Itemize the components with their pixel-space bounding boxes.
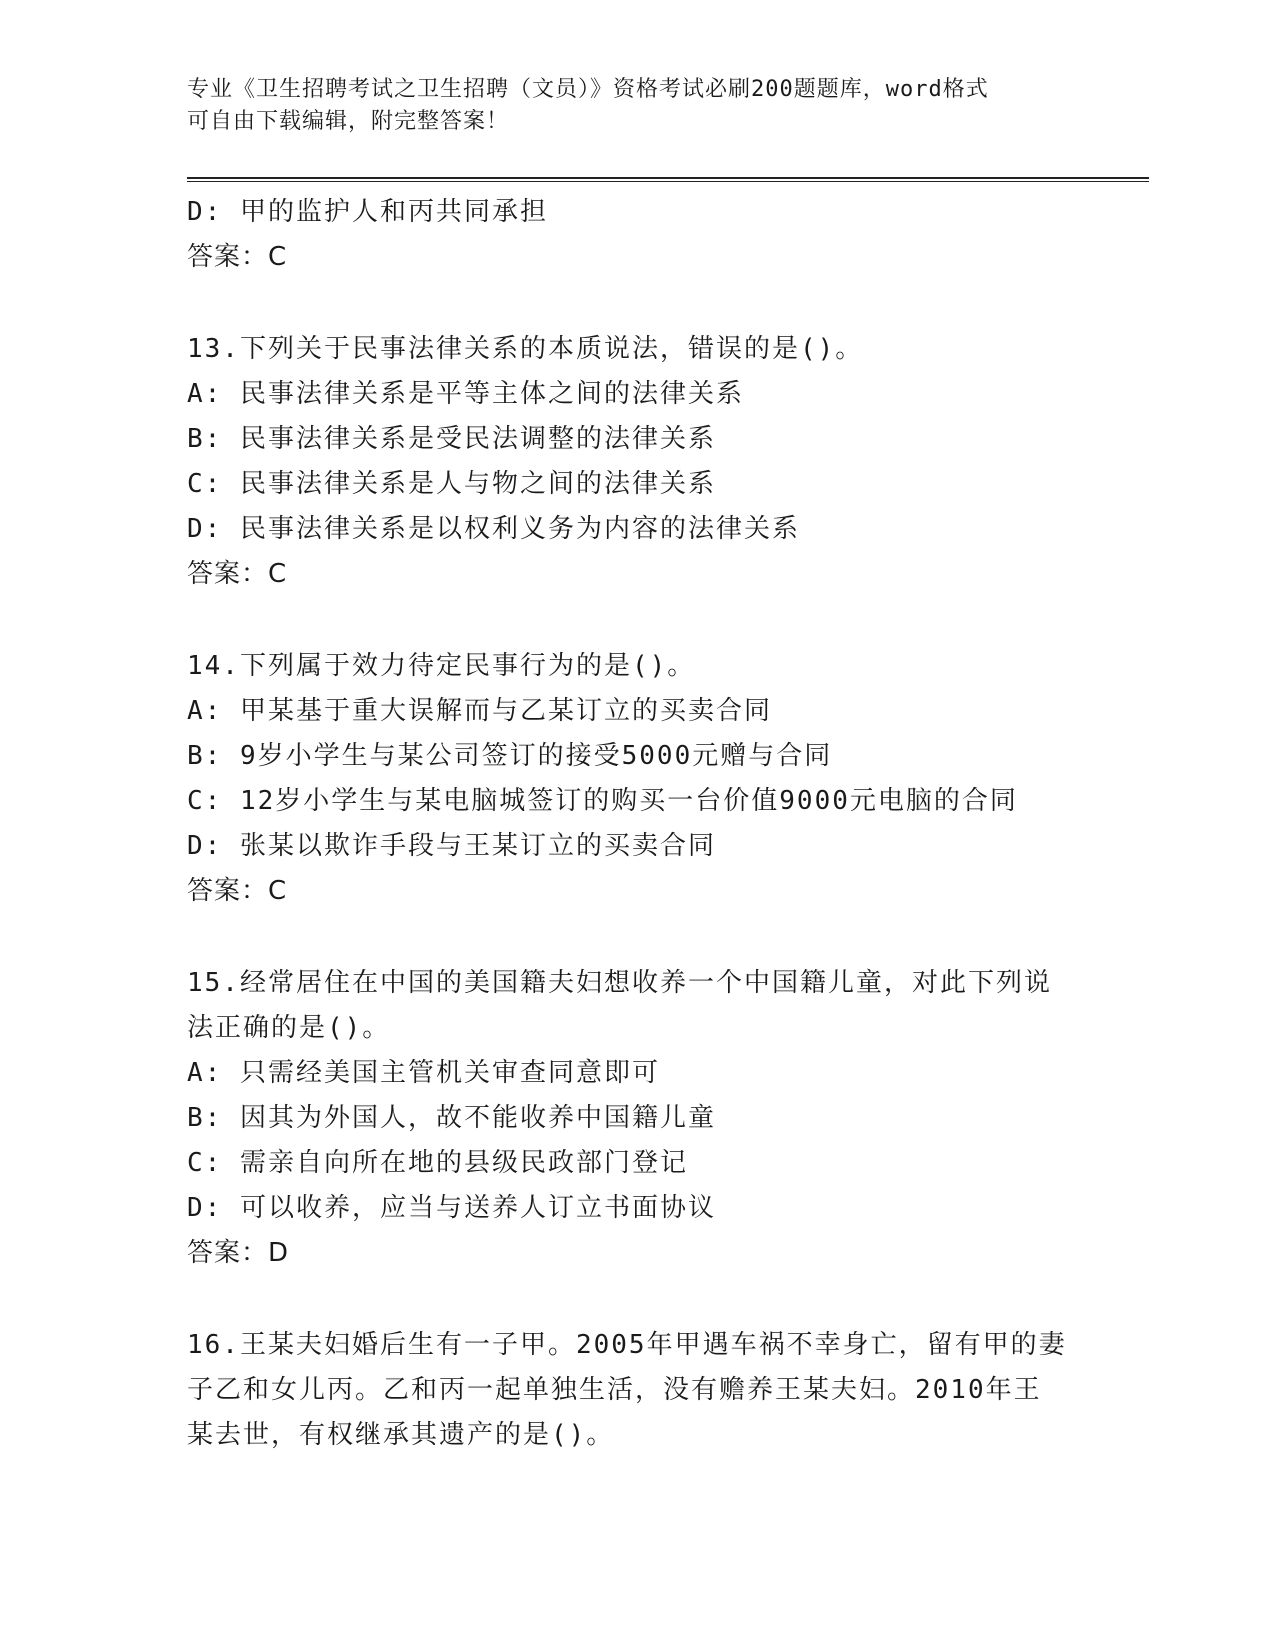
answer: 答案：C	[187, 242, 288, 272]
answer: 答案：C	[187, 559, 288, 589]
header-title-line-2: 可自由下载编辑，附完整答案！	[187, 109, 510, 134]
question-text-line-1: 16.王某夫妇婚后生有一子甲。2005年甲遇车祸不幸身亡，留有甲的妻	[187, 1330, 1067, 1360]
answer: 答案：C	[187, 876, 288, 906]
option-c: C: 12岁小学生与某电脑城签订的购买一台价值9000元电脑的合同	[187, 786, 1018, 816]
question-15	[187, 961, 1087, 1276]
header-divider	[187, 177, 1149, 182]
option-a: A: 甲某基于重大误解而与乙某订立的买卖合同	[187, 696, 772, 726]
option-c: C: 需亲自向所在地的县级民政部门登记	[187, 1148, 688, 1178]
option-b: B: 民事法律关系是受民法调整的法律关系	[187, 424, 716, 454]
option-b: B: 因其为外国人，故不能收养中国籍儿童	[187, 1103, 716, 1133]
option-a: A: 民事法律关系是平等主体之间的法律关系	[187, 379, 744, 409]
option-d: D: 甲的监护人和丙共同承担	[187, 197, 548, 227]
question-14	[187, 644, 1087, 914]
question-text: 13.下列关于民事法律关系的本质说法，错误的是()。	[187, 334, 864, 364]
question-list	[187, 190, 1087, 1458]
question-text-line-2: 子乙和女儿丙。乙和丙一起单独生活，没有赡养王某夫妇。2010年王	[187, 1375, 1042, 1405]
question-text-line-2: 法正确的是()。	[187, 1013, 391, 1043]
question-16	[187, 1323, 1087, 1458]
answer: 答案：D	[187, 1238, 290, 1268]
option-d: D: 可以收养，应当与送养人订立书面协议	[187, 1193, 716, 1223]
option-d: D: 张某以欺诈手段与王某订立的买卖合同	[187, 831, 716, 861]
option-b: B: 9岁小学生与某公司签订的接受5000元赠与合同	[187, 741, 833, 771]
option-d: D: 民事法律关系是以权利义务为内容的法律关系	[187, 514, 800, 544]
option-a: A: 只需经美国主管机关审查同意即可	[187, 1058, 660, 1088]
spacer	[187, 280, 1087, 327]
question-text: 14.下列属于效力待定民事行为的是()。	[187, 651, 696, 681]
spacer	[187, 597, 1087, 644]
spacer	[187, 1276, 1087, 1323]
spacer	[187, 914, 1087, 961]
option-c: C: 民事法律关系是人与物之间的法律关系	[187, 469, 716, 499]
question-text-line-1: 15.经常居住在中国的美国籍夫妇想收养一个中国籍儿童，对此下列说	[187, 968, 1052, 998]
header-title-line-1: 专业《卫生招聘考试之卫生招聘（文员）》资格考试必刷200题题库，word格式	[187, 77, 989, 102]
question-text-line-3: 某去世，有权继承其遗产的是()。	[187, 1420, 615, 1450]
page-header	[187, 74, 1087, 138]
question-13	[187, 327, 1087, 597]
